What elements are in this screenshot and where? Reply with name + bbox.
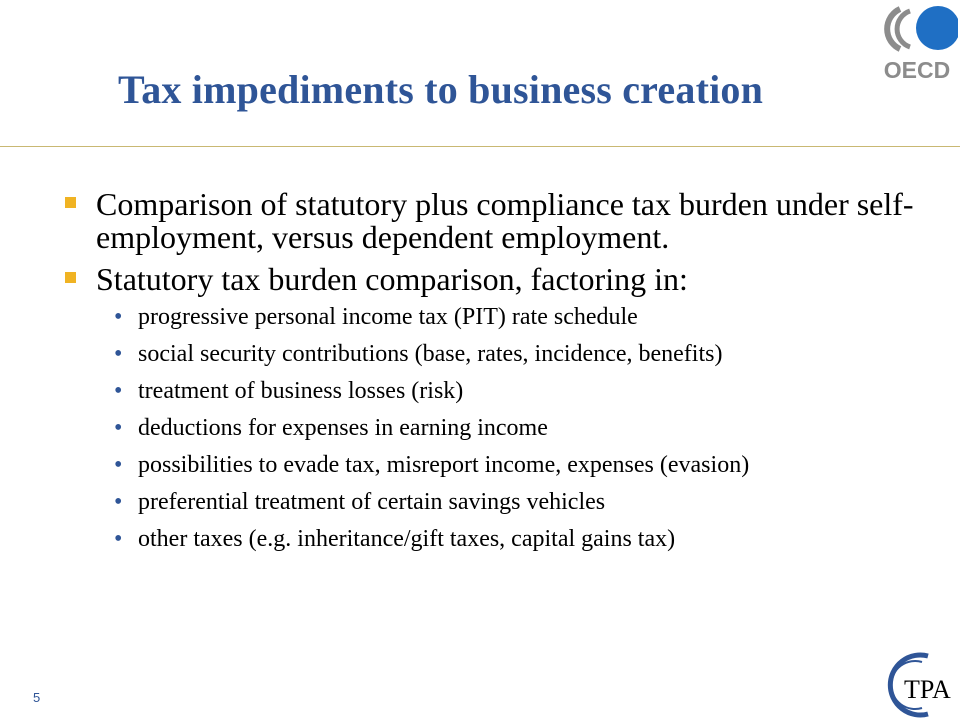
sub-bullet-text: possibilities to evade tax, misreport income, expenses (evasion): [138, 452, 750, 478]
page-title: Tax impediments to business creation: [118, 67, 764, 112]
sub-bullet-item: [64, 527, 944, 552]
bullet-list: [64, 188, 944, 564]
round-bullet-icon: •: [114, 452, 123, 478]
round-bullet-icon: •: [114, 341, 123, 367]
sub-bullet-text: preferential treatment of certain savings vehicles: [138, 489, 606, 515]
oecd-logo-text: OECD: [883, 57, 951, 83]
round-bullet-icon: •: [114, 489, 123, 515]
sub-bullet-text: other taxes (e.g. inheritance/gift taxes, capital gains tax): [138, 526, 676, 552]
sub-bullet-item: [64, 379, 944, 404]
sub-bullet-text: progressive personal income tax (PIT) rate schedule: [138, 304, 638, 330]
oecd-logo: [876, 4, 958, 84]
sub-bullet-item: [64, 490, 944, 515]
round-bullet-icon: •: [114, 378, 123, 404]
round-bullet-icon: •: [114, 415, 123, 441]
sub-bullet-text: treatment of business losses (risk): [138, 378, 464, 404]
sub-bullet-text: deductions for expenses in earning income: [138, 415, 548, 441]
square-bullet-icon: [65, 272, 76, 283]
sub-bullet-item: [64, 416, 944, 441]
sub-bullet-item: [64, 453, 944, 478]
square-bullet-icon: [65, 197, 76, 208]
bullet-item: [64, 263, 944, 296]
sub-bullet-text: social security contributions (base, rates, incidence, benefits): [138, 341, 723, 367]
round-bullet-icon: •: [114, 304, 123, 330]
ctpa-logo-text: TPA: [904, 675, 951, 704]
bullet-item: [64, 188, 944, 254]
bullet-text: Statutory tax burden comparison, factoring in:: [96, 261, 688, 297]
round-bullet-icon: •: [114, 526, 123, 552]
title-divider: [0, 146, 960, 147]
sub-bullet-item: [64, 342, 944, 367]
page-number: 5: [33, 690, 41, 705]
sub-bullet-item: [64, 305, 944, 330]
bullet-text: Comparison of statutory plus compliance tax burden under self-employment, versus dependent employment.: [96, 186, 914, 255]
ctpa-logo: [884, 648, 960, 720]
